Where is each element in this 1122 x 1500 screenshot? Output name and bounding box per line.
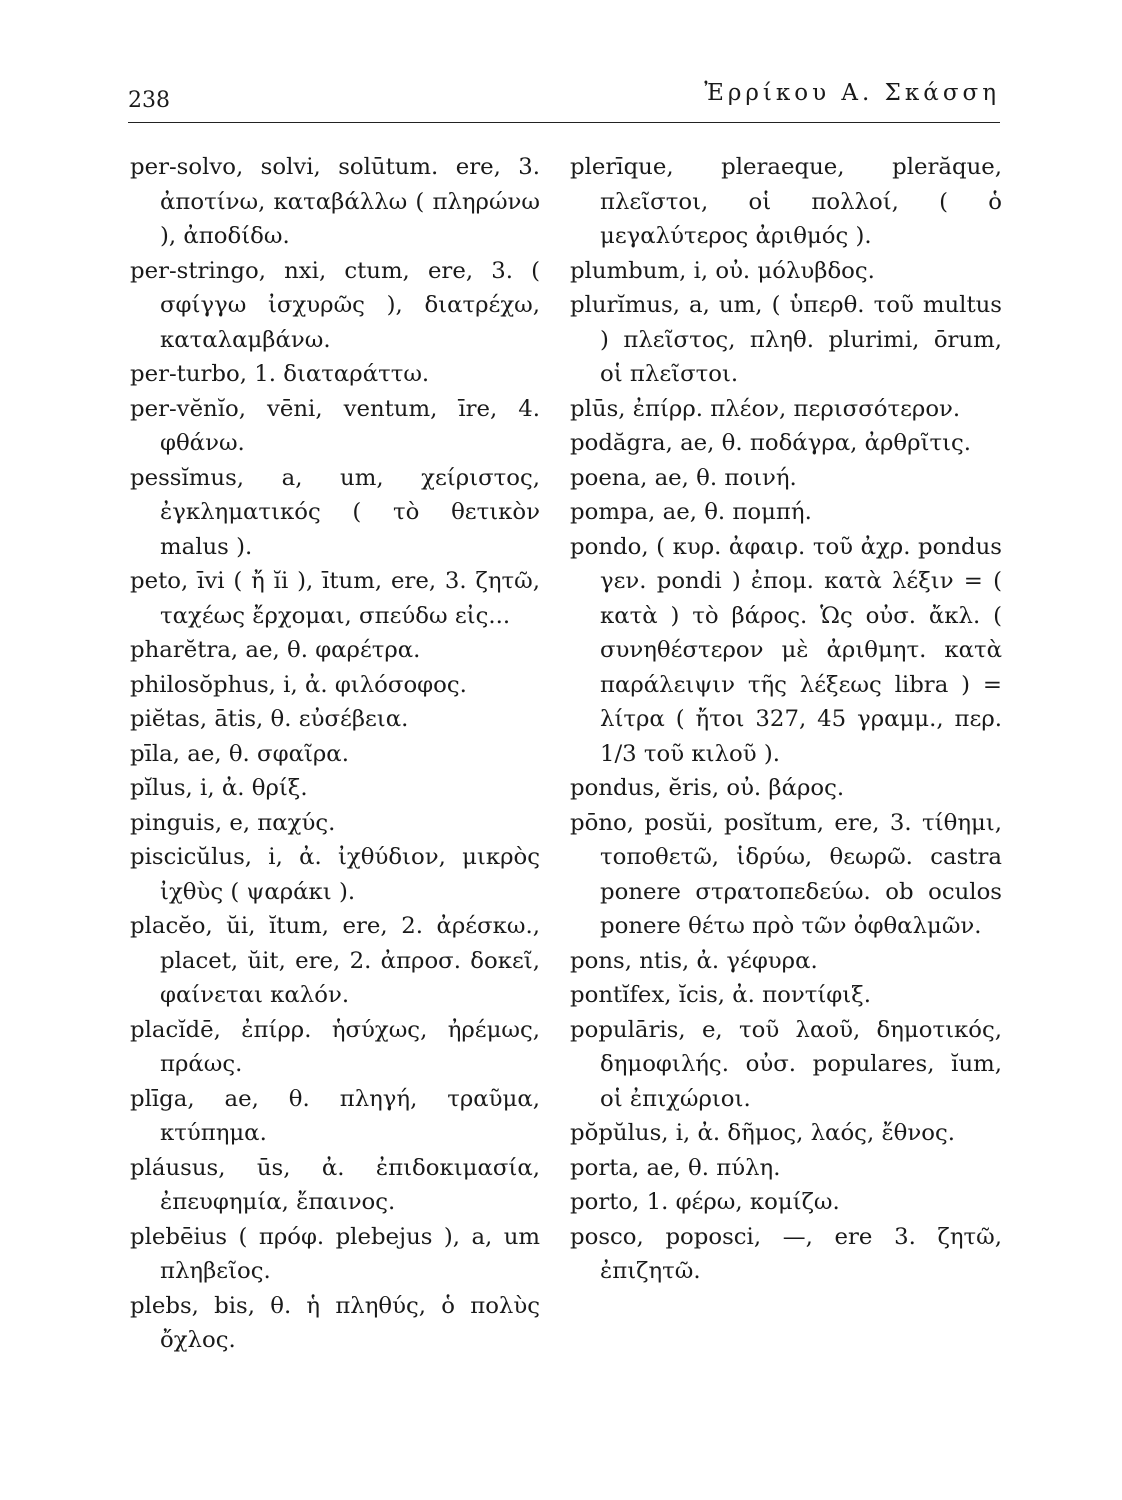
dictionary-entry: pōno, posŭi, posĭtum, ere, 3. τίθημι, τοποθετῶ, ἱδρύω, θεωρῶ. castra ponere στρατοπεδεύω. ob oculos ponere θέτω πρὸ τῶν ὀφθαλμῶν. [570, 809, 1002, 939]
dictionary-entry: plurĭmus, a, um, ( ὑπερθ. τοῦ multus ) πλεῖστος, πληθ. plurimi, ōrum, οἱ πλεῖστοι. [570, 292, 1002, 387]
dictionary-entry: porto, 1. φέρω, κομίζω. [570, 1189, 840, 1215]
dictionary-entry: piscicŭlus, i, ἀ. ἰχθύδιον, μικρὸς ἰχθὺς ( ψαράκι ). [130, 844, 540, 905]
dictionary-entry: plebs, bis, θ. ἡ πληθύς, ὁ πολὺς ὄχλος. [130, 1292, 540, 1353]
dictionary-entry: placĭdē, ἐπίρρ. ἡσύχως, ἠρέμως, πράως. [130, 1016, 540, 1077]
left-column [130, 150, 540, 1358]
dictionary-entry: pompa, ae, θ. πομπή. [570, 499, 812, 525]
dictionary-entry: poena, ae, θ. ποινή. [570, 464, 797, 491]
dictionary-entry: pessĭmus, a, um, χείριστος, ἐγκληματικός ( τὸ θετικὸν malus ). [130, 464, 540, 560]
page-number: 238 [128, 88, 170, 113]
dictionary-entry: posco, poposci, —, ere 3. ζητῶ, ἐπιζητῶ. [570, 1223, 1002, 1284]
dictionary-entry: per-solvo, solvi, solūtum. ere, 3. ἀποτίνω, καταβάλλω ( πληρώνω ), ἀποδίδω. [130, 154, 540, 249]
dictionary-entry: plerīque, pleraeque, plerăque, πλεῖστοι, οἱ πολλοί, ( ὁ μεγαλύτερος ἀριθμός ). [570, 154, 1002, 249]
dictionary-entry: per-stringo, nxi, ctum, ere, 3. ( σφίγγω ἰσχυρῶς ), διατρέχω, καταλαμβάνω. [130, 257, 540, 353]
dictionary-entry: pharĕtra, ae, θ. φαρέτρα. [130, 637, 421, 663]
dictionary-entry: pŏpŭlus, i, ἀ. δῆμος, λαός, ἔθνος. [570, 1120, 955, 1146]
dictionary-entry: pláusus, ūs, ἀ. ἐπιδοκιμασία, ἐπευφημία, ἔπαινος. [130, 1154, 540, 1215]
header-rule [128, 122, 1000, 123]
dictionary-entry: pons, ntis, ἀ. γέφυρα. [570, 947, 818, 974]
dictionary-entry: per-vĕnĭo, vēni, ventum, īre, 4. φθάνω. [130, 395, 540, 456]
dictionary-entry: piĕtas, ātis, θ. εὐσέβεια. [130, 706, 409, 732]
dictionary-entry: peto, īvi ( ἤ ĭi ), ītum, ere, 3. ζητῶ, ταχέως ἔρχομαι, σπεύδω εἰς... [130, 568, 540, 629]
dictionary-entry: pondo, ( κυρ. ἀφαιρ. τοῦ ἀχρ. pondus γεν. pondi ) ἐπομ. κατὰ λέξιν = ( κατὰ ) τὸ βάρος. Ὡς οὐσ. ἄκλ. ( συνηθέστερον μὲ ἀριθμητ. κατὰ παράλειψιν τῆς λέξεως libra ) = λίτρα ( ἤτοι 327, 45 γραμμ., περ. 1/3 τοῦ κιλοῦ ). [570, 533, 1002, 767]
dictionary-entry: porta, ae, θ. πύλη. [570, 1154, 781, 1181]
dictionary-entry: podăgra, ae, θ. ποδάγρα, ἀρθρῖτις. [570, 430, 972, 456]
dictionary-entry: pontĭfex, ĭcis, ἀ. ποντίφιξ. [570, 982, 871, 1008]
dictionary-entry: plumbum, i, οὐ. μόλυβδος. [570, 257, 875, 284]
dictionary-entry: placĕo, ŭi, ĭtum, ere, 2. ἀρέσκω., placet, ŭit, ere, 2. ἀπροσ. δοκεῖ, φαίνεται καλόν. [130, 913, 540, 1008]
dictionary-entry: pīla, ae, θ. σφαῖρα. [130, 740, 349, 767]
dictionary-entry: pĭlus, i, ἀ. θρίξ. [130, 775, 308, 801]
dictionary-entry: plīga, ae, θ. πληγή, τραῦμα, κτύπημα. [130, 1085, 540, 1146]
running-head: Ἐρρίκου Α. Σκάσση [704, 80, 1000, 106]
dictionary-entry: per-turbo, 1. διαταράττω. [130, 361, 430, 387]
right-column [570, 150, 1002, 1289]
dictionary-entry: pinguis, e, παχύς. [130, 809, 336, 836]
dictionary-entry: populāris, e, τοῦ λαοῦ, δημοτικός, δημοφιλής. οὐσ. populares, ĭum, οἱ ἐπιχώριοι. [570, 1016, 1002, 1112]
dictionary-entry: pondus, ĕris, οὐ. βάρος. [570, 775, 845, 801]
dictionary-entry: plebēius ( πρόφ. plebejus ), a, um πληβεῖος. [130, 1223, 540, 1284]
dictionary-entry: plūs, ἐπίρρ. πλέον, περισσότερον. [570, 395, 961, 422]
dictionary-entry: philosŏphus, i, ἀ. φιλόσοφος. [130, 671, 467, 698]
